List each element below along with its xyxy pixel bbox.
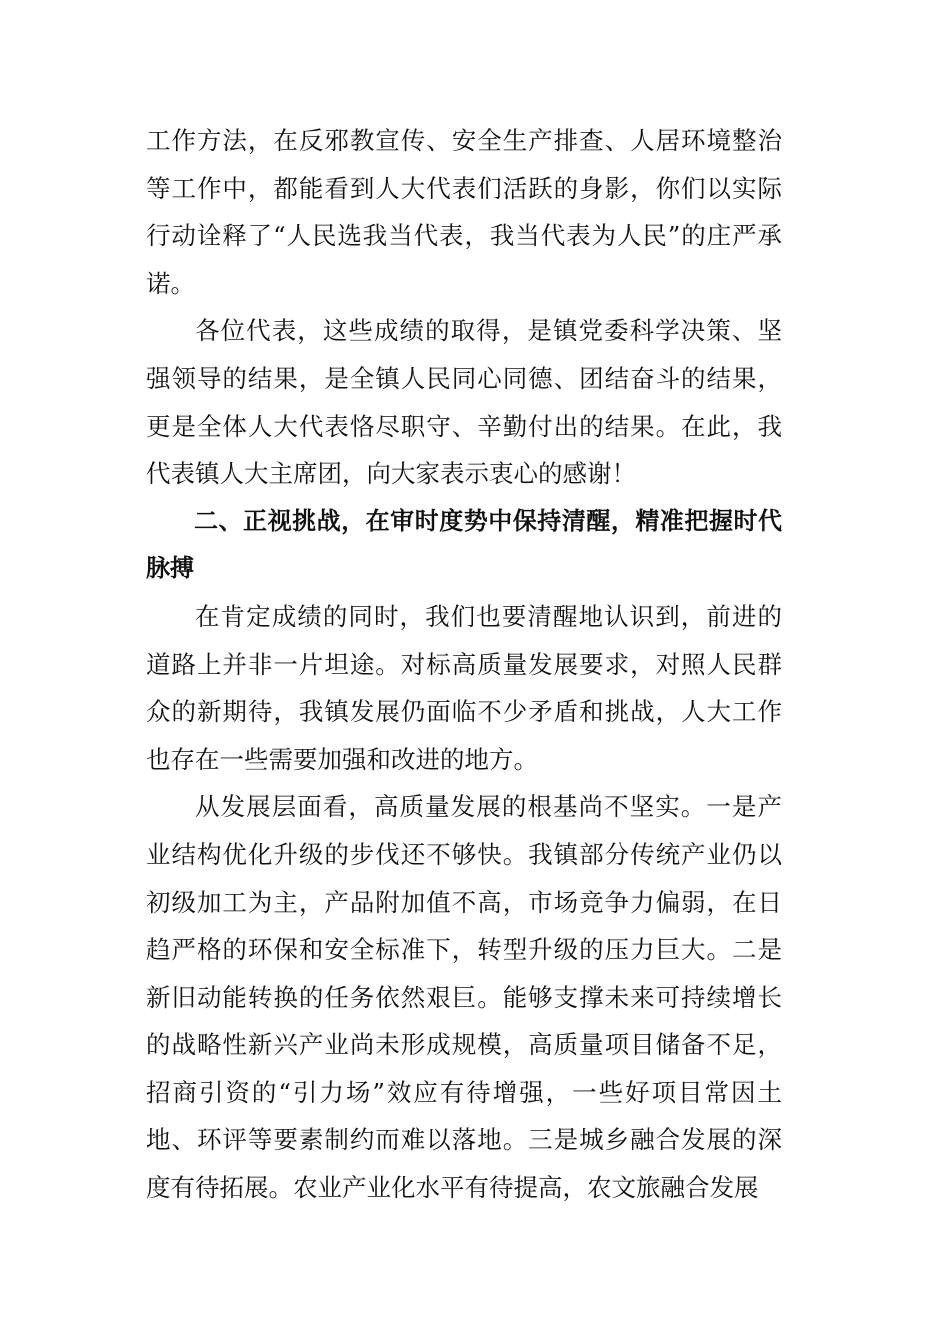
document-body xyxy=(146,117,782,1212)
paragraph-continuation: 工作方法，在反邪教宣传、安全生产排查、人居环境整治等工作中，都能看到人大代表们活跃的身影，你们以实际行动诠释了“人民选我当代表，我当代表为人民”的庄严承诺。 xyxy=(146,126,782,298)
paragraph-thanks: 各位代表，这些成绩的取得，是镇党委科学决策、坚强领导的结果，是全镇人民同心同德、团结奋斗的结果，更是全体人大代表恪尽职守、辛勤付出的结果。在此，我代表镇人大主席团，向大家表示衷心的感谢！ xyxy=(146,316,782,489)
section-heading: 二、正视挑战，在审时度势中保持清醒，精准把握时代脉搏 xyxy=(146,506,782,583)
paragraph-development: 从发展层面看，高质量发展的根基尚不坚实。一是产业结构优化升级的步伐还不够快。我镇部分传统产业仍以初级加工为主，产品附加值不高，市场竞争力偏弱，在日趋严格的环保和安全标准下，转型升级的压力巨大。二是新旧动能转换的任务依然艰巨。能够支撑未来可持续增长的战略性新兴产业尚未形成规模，高质量项目储备不足，招商引资的“引力场”效应有待增强，一些好项目常因土地、环评等要素制约而难以落地。三是城乡融合发展的深度有待拓展。农业产业化水平有待提高，农文旅融合发展 xyxy=(146,792,782,1203)
paragraph-challenges: 在肯定成绩的同时，我们也要清醒地认识到，前进的道路上并非一片坦途。对标高质量发展要求，对照人民群众的新期待，我镇发展仍面临不少矛盾和挑战，人大工作也存在一些需要加强和改进的地方。 xyxy=(146,601,782,774)
